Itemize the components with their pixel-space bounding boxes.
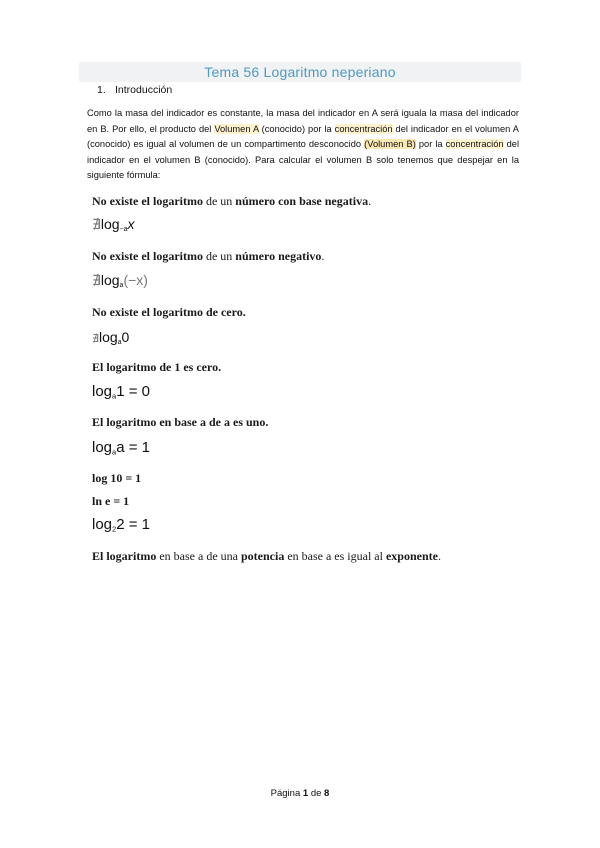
intro-paragraph — [87, 106, 519, 184]
rule-text: log 10 = 1 — [92, 471, 142, 485]
rule-text: en base a de una — [156, 549, 241, 563]
rule-negative-base — [92, 194, 371, 209]
formula-negative-base — [92, 216, 135, 233]
rule-negative-number — [92, 249, 324, 264]
rule-text: número con base negativa — [235, 194, 369, 208]
rule-text: logaritmo — [106, 549, 157, 563]
log-symbol: log — [100, 216, 120, 232]
highlight-volumen-a: Volumen A — [214, 123, 259, 134]
log-argument: (−x) — [123, 272, 148, 288]
highlight-concentracion: concentración — [334, 123, 393, 134]
intro-text: del indicador en el volumen A (conocido) es igual al volumen de un compartimento desconocido — [87, 123, 519, 150]
rule-log-one — [92, 360, 221, 375]
rule-log-power — [92, 549, 441, 564]
page-total: 8 — [324, 788, 330, 799]
rule-log-base-a — [92, 415, 268, 430]
log-base: a — [112, 391, 117, 401]
rule-text: exponente — [385, 549, 438, 563]
section-heading — [97, 84, 172, 96]
section-label: Introducción — [115, 84, 173, 96]
intro-text: del indicador en el volumen B (conocido). Para calcular el volumen B solo tenemos que despejar en la siguiente fórmula: — [87, 139, 520, 181]
rule-text: de un — [202, 249, 236, 263]
log-base: a — [112, 447, 117, 457]
formula-log-zero — [92, 329, 129, 346]
log-base: a — [117, 339, 122, 347]
document-title: Tema 56 Logaritmo neperiano — [79, 62, 521, 82]
rule-text: El logaritmo en base a de a es uno. — [92, 415, 269, 429]
log-base: −a — [119, 226, 128, 234]
page-number: 1 — [302, 788, 309, 799]
rule-text: No existe el logaritmo de cero. — [92, 305, 246, 319]
rule-text: número negativo — [235, 249, 322, 263]
log-base: a — [119, 282, 124, 290]
intro-text: Como la masa del indicador es constante, la masa del indicador en A será iguala la masa del indicador en B. Por ello, el producto del — [87, 108, 519, 134]
rule-log-zero — [92, 305, 246, 320]
page-of: de — [310, 788, 322, 799]
rule-log-ten — [92, 471, 141, 486]
rule-text: . — [437, 549, 441, 563]
intro-text: por la — [415, 139, 446, 150]
highlight-volumen-b: (Volumen B) — [364, 139, 416, 150]
page-footer — [0, 788, 600, 799]
log-base: 2 — [112, 524, 117, 534]
not-exists-symbol: ∄ — [92, 216, 101, 232]
rule-text: . — [368, 194, 372, 208]
log-argument: 2 = 1 — [116, 516, 150, 533]
page-label: Página — [270, 788, 301, 799]
formula-negative-number — [92, 272, 148, 289]
rule-text: potencia — [240, 549, 285, 563]
section-number: 1. — [97, 84, 106, 96]
highlight-concentracion: concentración — [445, 139, 504, 150]
log-symbol: log — [92, 383, 113, 400]
not-exists-symbol: ∄ — [92, 272, 101, 288]
rule-ln-e — [92, 494, 129, 509]
log-argument: 1 = 0 — [116, 383, 150, 400]
rule-text: No existe el logaritmo — [92, 249, 203, 263]
log-argument: 0 — [121, 329, 130, 345]
formula-log-two — [92, 516, 150, 533]
rule-text: . — [321, 249, 325, 263]
rule-text: ln e = 1 — [92, 494, 130, 508]
rule-text: El — [92, 549, 107, 563]
log-symbol: log — [92, 439, 113, 456]
rule-text: en base a es igual al — [284, 549, 386, 563]
log-argument: x — [127, 216, 135, 232]
not-exists-symbol: ∄ — [92, 333, 99, 345]
log-symbol: log — [92, 516, 113, 533]
formula-log-base-a — [92, 439, 150, 456]
rule-text: de un — [202, 194, 236, 208]
log-argument: a = 1 — [116, 439, 150, 456]
log-symbol: log — [98, 329, 118, 345]
log-symbol: log — [100, 272, 120, 288]
intro-text: (conocido) por la — [258, 123, 335, 134]
formula-log-one — [92, 383, 150, 400]
rule-text: No existe el logaritmo — [92, 194, 203, 208]
rule-text: El logaritmo de 1 es cero. — [92, 360, 222, 374]
